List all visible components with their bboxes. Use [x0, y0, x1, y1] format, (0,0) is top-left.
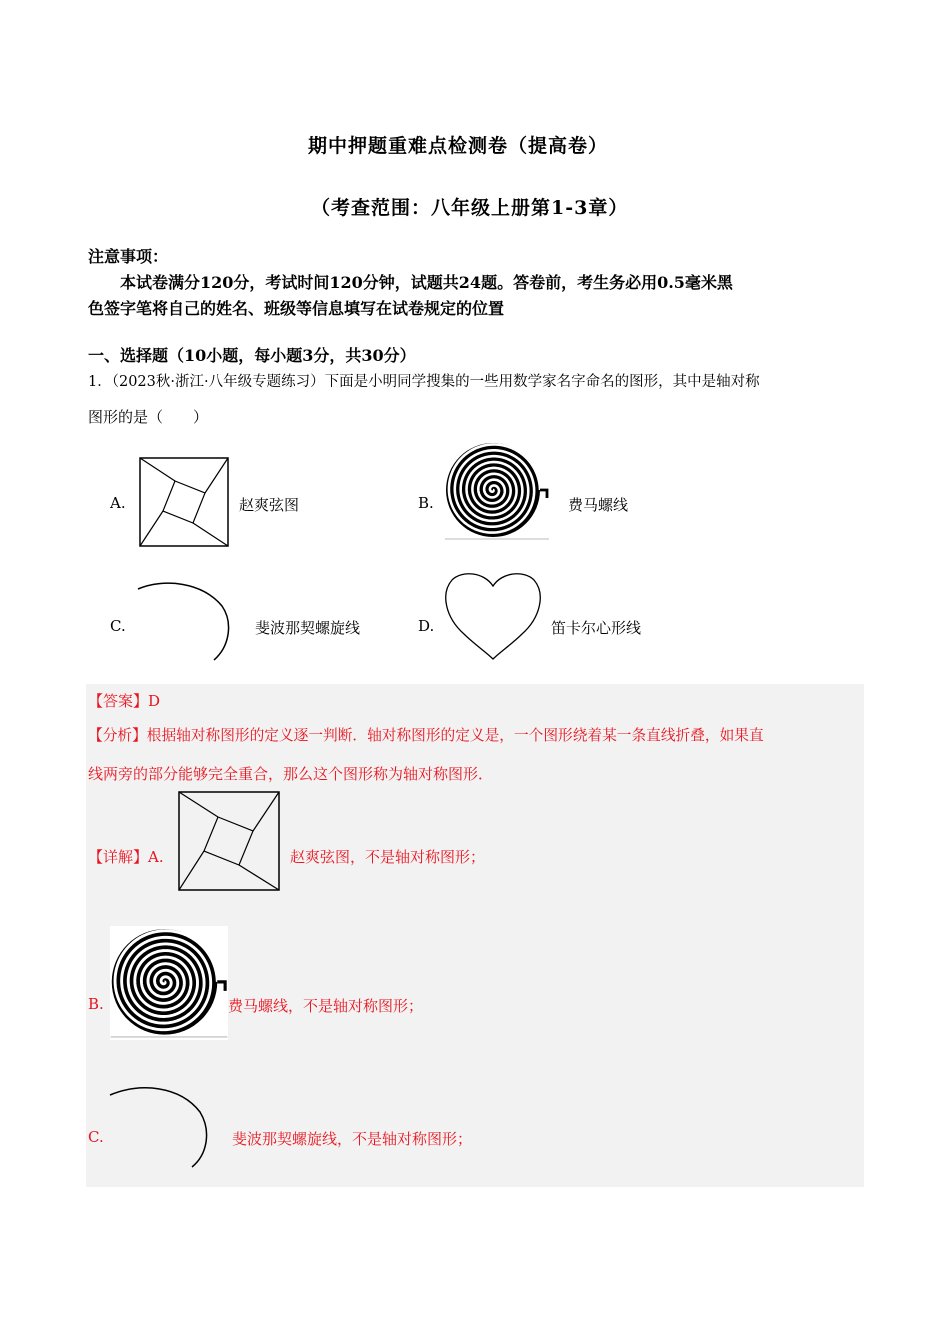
- zhao-shuang-diagram-answer: [178, 791, 280, 891]
- fibonacci-spiral-figure: [134, 580, 234, 662]
- option-a-letter: A.: [110, 494, 126, 512]
- question-1-line-1: 1．（2023秋·浙江·八年级专题练习）下面是小明同学搜集的一些用数学家名字命名的图形，其中是轴对称: [88, 374, 760, 390]
- page-title: 期中押题重难点检测卷（提高卷）: [308, 135, 609, 157]
- detail-b-text: 费马螺线，不是轴对称图形；: [228, 997, 424, 1015]
- option-a-name: 赵爽弦图: [239, 496, 300, 514]
- notice-line-2: 色签字笔将自己的姓名、班级等信息填写在试卷规定的位置: [88, 299, 505, 318]
- option-c-letter: C.: [110, 617, 126, 635]
- detail-label: 【详解】A.: [88, 848, 164, 866]
- question-1-line-2: 图形的是（ ）: [88, 408, 209, 426]
- detail-c-text: 斐波那契螺旋线，不是轴对称图形；: [232, 1130, 473, 1148]
- section-heading: 一、选择题（10小题，每小题3分，共30分）: [88, 346, 416, 365]
- option-b-letter: B.: [418, 494, 434, 512]
- option-d-name: 笛卡尔心形线: [551, 619, 642, 637]
- notice-line-1: 本试卷满分120分，考试时间120分钟，试题共24题。答卷前，考生务必用0.5毫米黑: [120, 273, 733, 292]
- answer-line: 【答案】D: [88, 692, 161, 710]
- analysis-line-2: 线两旁的部分能够完全重合，那么这个图形称为轴对称图形．: [88, 765, 494, 783]
- cardioid-heart-figure: [444, 570, 542, 662]
- detail-b-letter: B.: [88, 995, 104, 1013]
- option-d-letter: D.: [418, 617, 435, 635]
- fermat-spiral-figure-answer: [110, 928, 228, 1038]
- analysis-line-1: 【分析】根据轴对称图形的定义逐一判断．轴对称图形的定义是，一个图形绕着某一条直线折叠，如果直: [88, 727, 764, 744]
- fermat-spiral-figure: [445, 442, 549, 540]
- notice-heading: 注意事项：: [88, 247, 169, 266]
- zhao-shuang-diagram: [139, 457, 229, 547]
- page-subtitle: （考查范围：八年级上册第1-3章）: [311, 197, 629, 219]
- option-c-name: 斐波那契螺旋线: [255, 619, 361, 637]
- fibonacci-spiral-figure-answer: [108, 1084, 212, 1170]
- detail-c-letter: C.: [88, 1128, 104, 1146]
- detail-a-text: 赵爽弦图，不是轴对称图形；: [290, 848, 486, 866]
- option-b-name: 费马螺线: [568, 496, 629, 514]
